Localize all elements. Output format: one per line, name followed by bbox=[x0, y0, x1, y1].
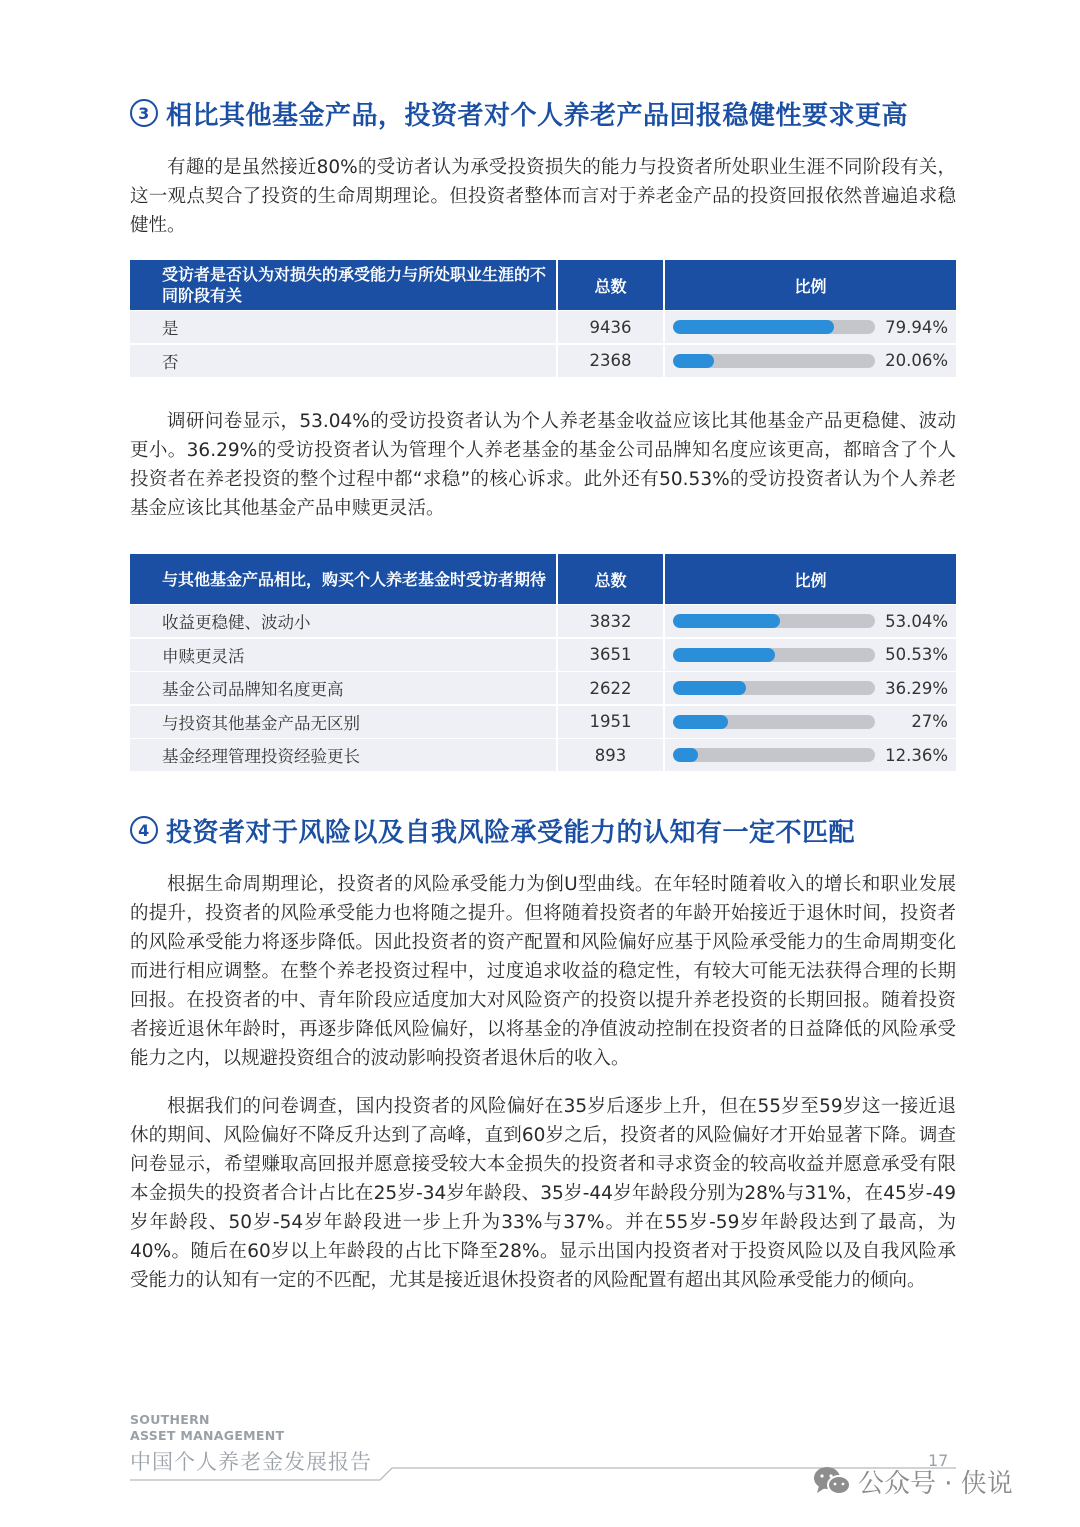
progress-bar-track bbox=[673, 320, 875, 334]
wechat-icon bbox=[812, 1464, 852, 1498]
table-row bbox=[130, 605, 956, 639]
progress-bar-track bbox=[673, 681, 875, 695]
row-total: 3832 bbox=[558, 605, 663, 637]
progress-bar-fill bbox=[673, 614, 780, 628]
footer-brand-line-1: SOUTHERN bbox=[130, 1412, 210, 1427]
row-ratio bbox=[665, 605, 956, 637]
section-3-number: 3 bbox=[130, 99, 158, 127]
progress-bar-fill bbox=[673, 681, 746, 695]
table-row bbox=[130, 672, 956, 706]
row-label: 收益更稳健、波动小 bbox=[130, 605, 556, 637]
table-header-ratio: 比例 bbox=[665, 554, 956, 604]
row-ratio bbox=[665, 639, 956, 671]
progress-bar-track bbox=[673, 614, 875, 628]
row-percent: 79.94% bbox=[885, 317, 948, 337]
table-row bbox=[130, 345, 956, 379]
row-total: 3651 bbox=[558, 639, 663, 671]
row-label: 与投资其他基金产品无区别 bbox=[130, 706, 556, 738]
row-label: 申赎更灵活 bbox=[130, 639, 556, 671]
table-row bbox=[130, 739, 956, 773]
row-percent: 50.53% bbox=[885, 645, 948, 665]
row-ratio bbox=[665, 311, 956, 343]
section-4-heading bbox=[130, 810, 855, 850]
progress-bar-track bbox=[673, 748, 875, 762]
table-header-ratio: 比例 bbox=[665, 260, 956, 310]
row-percent: 20.06% bbox=[885, 351, 948, 371]
page-number: 17 bbox=[928, 1451, 949, 1470]
progress-bar-fill bbox=[673, 354, 714, 368]
section-4-paragraph-1: 根据生命周期理论，投资者的风险承受能力为倒U型曲线。在年轻时随着收入的增长和职业发展的提升，投资者的风险承受能力也将随之提升。但将随着投资者的年龄开始接近于退休时间，投资者的风险承受能力将逐步降低。因此投资者的资产配置和风险偏好应基于风险承受能力的生命周期变化而进行相应调整。在整个养老投资过程中，过度追求收益的稳定性，有较大可能无法获得合理的长期回报。在投资者的中、青年阶段应适度加大对风险资产的投资以提升养老投资的长期回报。随着投资者接近退休年龄时，再逐步降低风险偏好，以将基金的净值波动控制在投资者的日益降低的风险承受能力之内，以规避投资组合的波动影响投资者退休后的收入。 bbox=[130, 874, 956, 1069]
progress-bar-fill bbox=[673, 748, 698, 762]
row-total: 2368 bbox=[558, 345, 663, 377]
footer-brand-line-2: ASSET MANAGEMENT bbox=[130, 1428, 285, 1443]
progress-bar-track bbox=[673, 715, 875, 729]
section-3-title: 相比其他基金产品，投资者对个人养老产品回报稳健性要求更高 bbox=[166, 100, 909, 131]
row-label: 是 bbox=[130, 311, 556, 343]
row-percent: 27% bbox=[911, 712, 948, 732]
row-total: 2622 bbox=[558, 672, 663, 704]
section-3-heading bbox=[130, 93, 908, 133]
table-header-label: 受访者是否认为对损失的承受能力与所处职业生涯的不同阶段有关 bbox=[130, 260, 556, 310]
section-3-paragraph-1: 有趣的是虽然接近80%的受访者认为承受投资损失的能力与投资者所处职业生涯不同阶段有关，这一观点契合了投资的生命周期理论。但投资者整体而言对于养老金产品的投资回报依然普遍追求稳健性。 bbox=[130, 157, 956, 236]
progress-bar-track bbox=[673, 648, 875, 662]
section-4-paragraph-2: 根据我们的问卷调查，国内投资者的风险偏好在35岁后逐步上升，但在55岁至59岁这一接近退休的期间、风险偏好不降反升达到了高峰，直到60岁之后，投资者的风险偏好才开始显著下降。调查问卷显示，希望赚取高回报并愿意接受较大本金损失的投资者和寻求资金的较高收益并愿意承受有限本金损失的投资者合计占比在25岁-34岁年龄段、35岁-44岁年龄段分别为28%与31%，在45岁-49岁年龄段、50岁-54岁年龄段进一步上升为33%与37%。并在55岁-59岁年龄段达到了最高，为40%。随后在60岁以上年龄段的占比下降至28%。显示出国内投资者对于投资风险以及自我风险承受能力的认知有一定的不匹配，尤其是接近退休投资者的风险配置有超出其风险承受能力的倾向。 bbox=[130, 1096, 956, 1291]
table-header bbox=[130, 260, 956, 310]
row-label: 否 bbox=[130, 345, 556, 377]
section-4-number: 4 bbox=[130, 816, 158, 844]
row-total: 9436 bbox=[558, 311, 663, 343]
row-percent: 12.36% bbox=[885, 745, 948, 765]
row-total: 893 bbox=[558, 739, 663, 771]
progress-bar-fill bbox=[673, 648, 775, 662]
footer-report-title: 中国个人养老金发展报告 bbox=[130, 1450, 372, 1474]
table-career-stage bbox=[130, 260, 956, 378]
table-header-label: 与其他基金产品相比，购买个人养老基金时受访者期待 bbox=[130, 554, 556, 604]
progress-bar-track bbox=[673, 354, 875, 368]
section-4-title: 投资者对于风险以及自我风险承受能力的认知有一定不匹配 bbox=[166, 817, 856, 848]
section-3-paragraph-2: 调研问卷显示，53.04%的受访投资者认为个人养老基金收益应该比其他基金产品更稳健、波动更小。36.29%的受访投资者认为管理个人养老基金的基金公司品牌知名度应该更高，都暗含了个人投资者在养老投资的整个过程中都“求稳”的核心诉求。此外还有50.53%的受访投资者认为个人养老基金应该比其他基金产品申赎更灵活。 bbox=[130, 411, 956, 519]
watermark bbox=[812, 1459, 1013, 1503]
table-header-total: 总数 bbox=[558, 554, 663, 604]
progress-bar-fill bbox=[673, 715, 728, 729]
table-row bbox=[130, 706, 956, 740]
table-row bbox=[130, 639, 956, 673]
row-ratio bbox=[665, 739, 956, 771]
progress-bar-fill bbox=[673, 320, 834, 334]
table-expectations bbox=[130, 554, 956, 773]
row-ratio bbox=[665, 345, 956, 377]
row-total: 1951 bbox=[558, 706, 663, 738]
table-header-total: 总数 bbox=[558, 260, 663, 310]
row-percent: 36.29% bbox=[885, 678, 948, 698]
table-header bbox=[130, 554, 956, 604]
table-row bbox=[130, 311, 956, 345]
watermark-text: 公众号 · 侠说 bbox=[858, 1468, 1013, 1499]
row-label: 基金公司品牌知名度更高 bbox=[130, 672, 556, 704]
row-label: 基金经理管理投资经验更长 bbox=[130, 739, 556, 771]
row-ratio bbox=[665, 672, 956, 704]
footer-brand bbox=[130, 1412, 284, 1444]
row-ratio bbox=[665, 706, 956, 738]
row-percent: 53.04% bbox=[885, 611, 948, 631]
